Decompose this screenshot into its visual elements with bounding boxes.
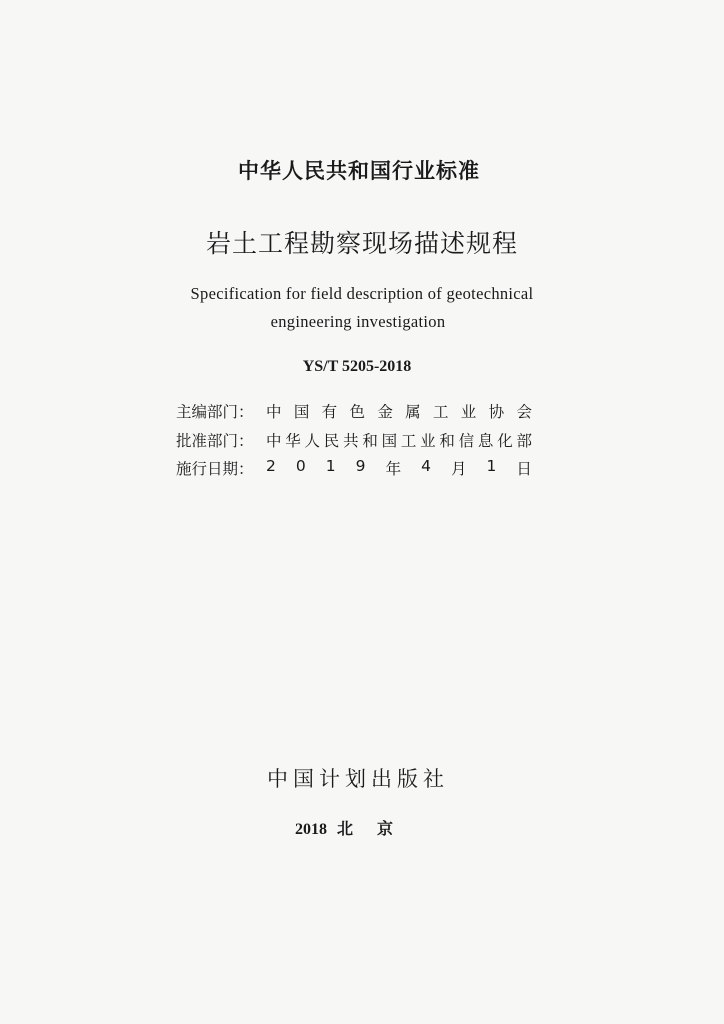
editor-label: 主编部门： xyxy=(176,403,254,422)
editor-char: 协 xyxy=(488,403,505,422)
editor-char: 工 xyxy=(432,403,449,422)
effective-date-char: 2 xyxy=(266,457,276,476)
approver-char: 共 xyxy=(343,431,359,450)
approver-char: 部 xyxy=(516,431,532,450)
effective-date-char: 1 xyxy=(325,457,336,476)
effective-date-label: 施行日期： xyxy=(176,460,254,479)
approver-char: 和 xyxy=(362,431,378,450)
editor-row xyxy=(176,397,556,426)
effective-date-char: 月 xyxy=(450,460,467,479)
document-title-chinese: 岩土工程勘察现场描述规程 xyxy=(205,229,518,258)
editor-char: 有 xyxy=(321,403,338,422)
metadata-block xyxy=(176,397,556,483)
approver-char: 中 xyxy=(266,431,282,450)
approver-char: 国 xyxy=(381,431,398,450)
effective-date-char: 年 xyxy=(385,460,402,479)
approver-value xyxy=(266,429,556,451)
standard-code: YS/T 5205-2018 xyxy=(302,358,412,375)
effective-date-char: 9 xyxy=(355,457,366,476)
effective-date-char: 0 xyxy=(295,457,306,476)
effective-date-char: 日 xyxy=(516,460,532,479)
document-title-english-line-2: engineering investigation xyxy=(270,312,446,331)
approver-char: 信 xyxy=(458,431,475,450)
editor-char: 金 xyxy=(377,403,393,422)
document-title-english-line-1: Specification for field description of geotechnical xyxy=(190,284,534,303)
approver-char: 民 xyxy=(323,431,340,450)
publication-year-and-city xyxy=(0,816,718,839)
publication-year: 2018 xyxy=(294,821,327,838)
effective-date-row xyxy=(176,454,556,483)
effective-date-char: 1 xyxy=(486,457,497,476)
publication-city: 北京 xyxy=(336,821,417,838)
editor-char: 色 xyxy=(349,403,365,422)
standard-category-heading: 中华人民共和国行业标准 xyxy=(238,159,480,183)
approver-label: 批准部门： xyxy=(176,431,254,450)
editor-char: 属 xyxy=(405,403,421,422)
approver-row xyxy=(176,426,556,455)
editor-char: 业 xyxy=(460,403,477,422)
editor-char: 会 xyxy=(516,403,532,422)
approver-char: 息 xyxy=(477,431,494,450)
approver-char: 化 xyxy=(497,431,513,450)
approver-char: 业 xyxy=(420,431,436,450)
approver-char: 人 xyxy=(304,431,321,450)
approver-char: 和 xyxy=(439,431,455,450)
effective-date-char: 4 xyxy=(421,457,431,476)
editor-char: 中 xyxy=(266,403,282,422)
publisher-name: 中国计划出版社 xyxy=(267,767,449,791)
approver-char: 华 xyxy=(285,431,301,450)
effective-date-value xyxy=(266,457,556,479)
approver-char: 工 xyxy=(400,431,417,450)
editor-char: 国 xyxy=(293,403,310,422)
editor-value xyxy=(266,400,556,422)
